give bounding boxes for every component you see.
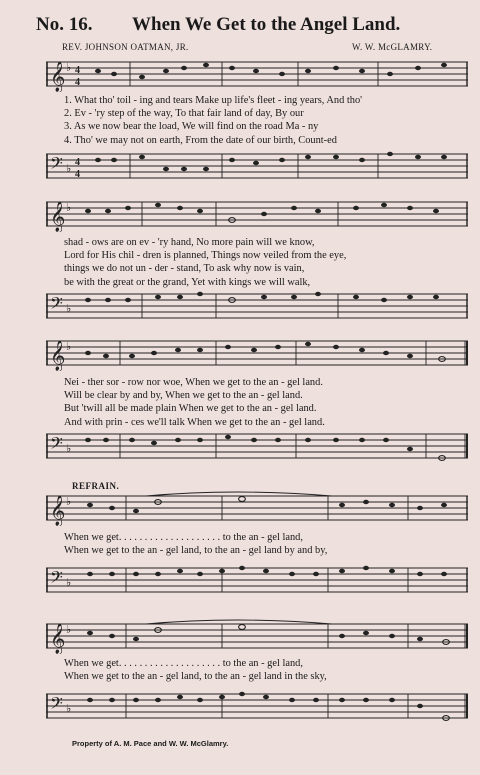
svg-text:♭: ♭ — [66, 202, 72, 214]
lyric-line: When we get to the an - gel land, to the an - gel land in the sky, — [64, 671, 327, 683]
treble-staff — [46, 196, 468, 232]
svg-text:♭: ♭ — [66, 703, 72, 715]
svg-text:♭: ♭ — [66, 443, 72, 455]
svg-text:𝄞: 𝄞 — [50, 624, 66, 653]
lyric-line: 1. What tho' toil - ing and tears Make up life's fleet - ing years, And tho' — [64, 95, 363, 106]
svg-text:♭: ♭ — [66, 303, 72, 315]
music-staff — [46, 335, 468, 371]
lyrics-block — [64, 94, 464, 147]
lyrics-block — [64, 376, 464, 429]
treble-staff — [46, 618, 468, 654]
hymn-title: When We Get to the Angel Land. — [132, 14, 401, 35]
music-staff — [46, 196, 468, 232]
lyric-line: When we get to the an - gel land, to the an - gel land by and by, — [64, 545, 328, 557]
treble-staff — [46, 490, 468, 526]
lyric-line: shad - ows are on ev - 'ry hand, No more pain will we know, — [64, 237, 315, 248]
treble-staff — [46, 335, 468, 371]
lyric-line: 4. Tho' we may not on earth, From the date of our birth, Count-ed — [64, 134, 337, 146]
svg-text:𝄞: 𝄞 — [50, 496, 66, 525]
music-staff — [46, 562, 468, 598]
bass-staff — [46, 688, 468, 724]
lyrics-block — [64, 657, 464, 683]
bass-staff — [46, 428, 468, 464]
lyrics-block — [64, 531, 464, 557]
lyric-line: When we get. . . . . . . . . . . . . . . . . . . . to the an - gel land, — [64, 658, 303, 669]
lyric-line: be with the great or the grand, Yet with kings we will walk, — [64, 276, 311, 288]
svg-text:4: 4 — [75, 157, 80, 168]
svg-text:4: 4 — [75, 169, 80, 180]
svg-text:4: 4 — [75, 77, 80, 88]
lyric-line: 2. Ev - 'ry step of the way, To that fair land of day, By our — [64, 108, 304, 120]
lyric-line: Lord for His chil - dren is planned, Things now veiled from the eye, — [64, 250, 347, 262]
lyric-line: Nei - ther sor - row nor woe, When we get to the an - gel land. — [64, 377, 323, 388]
lyric-line: things we do not un - der - stand, To ask why now is vain, — [64, 263, 305, 275]
music-staff — [46, 428, 468, 464]
music-staff — [46, 688, 468, 724]
svg-text:♭: ♭ — [66, 341, 72, 353]
svg-text:♭: ♭ — [66, 163, 72, 175]
lyric-line: When we get. . . . . . . . . . . . . . . . . . . . to the an - gel land, — [64, 532, 303, 543]
lyric-line: Will be clear by and by, When we get to the an - gel land. — [64, 390, 303, 402]
treble-staff — [46, 56, 468, 92]
svg-text:𝄢: 𝄢 — [50, 695, 63, 717]
svg-text:𝄞: 𝄞 — [50, 62, 66, 91]
hymn-number: No. 16. — [36, 14, 93, 35]
svg-text:4: 4 — [75, 65, 80, 76]
copyright-footer: Property of A. M. Pace and W. W. McGlamry. — [72, 739, 229, 748]
svg-text:♭: ♭ — [66, 62, 72, 74]
bass-staff — [46, 148, 468, 184]
lyricist: REV. JOHNSON OATMAN, JR. — [62, 42, 189, 52]
svg-text:𝄢: 𝄢 — [50, 295, 63, 317]
svg-text:𝄢: 𝄢 — [50, 435, 63, 457]
svg-text:♭: ♭ — [66, 577, 72, 589]
lyric-line: 3. As we now bear the load, We will find on the road Ma - ny — [64, 121, 319, 133]
svg-text:♭: ♭ — [66, 624, 72, 636]
music-staff — [46, 288, 468, 324]
svg-text:𝄞: 𝄞 — [50, 202, 66, 231]
lyric-line: But 'twill all be made plain When we get to the an - gel land. — [64, 403, 317, 415]
svg-text:𝄢: 𝄢 — [50, 155, 63, 177]
music-staff — [46, 56, 468, 92]
svg-text:𝄢: 𝄢 — [50, 569, 63, 591]
bass-staff — [46, 288, 468, 324]
music-staff — [46, 148, 468, 184]
bass-staff — [46, 562, 468, 598]
refrain-label: REFRAIN. — [72, 481, 120, 491]
svg-text:♭: ♭ — [66, 496, 72, 508]
lyrics-block — [64, 236, 464, 289]
music-staff — [46, 618, 468, 654]
composer: W. W. McGLAMRY. — [352, 42, 433, 52]
lyric-line: And with prin - ces we'll talk When we get to the an - gel land. — [64, 416, 325, 428]
music-staff — [46, 490, 468, 526]
svg-text:𝄞: 𝄞 — [50, 341, 66, 370]
